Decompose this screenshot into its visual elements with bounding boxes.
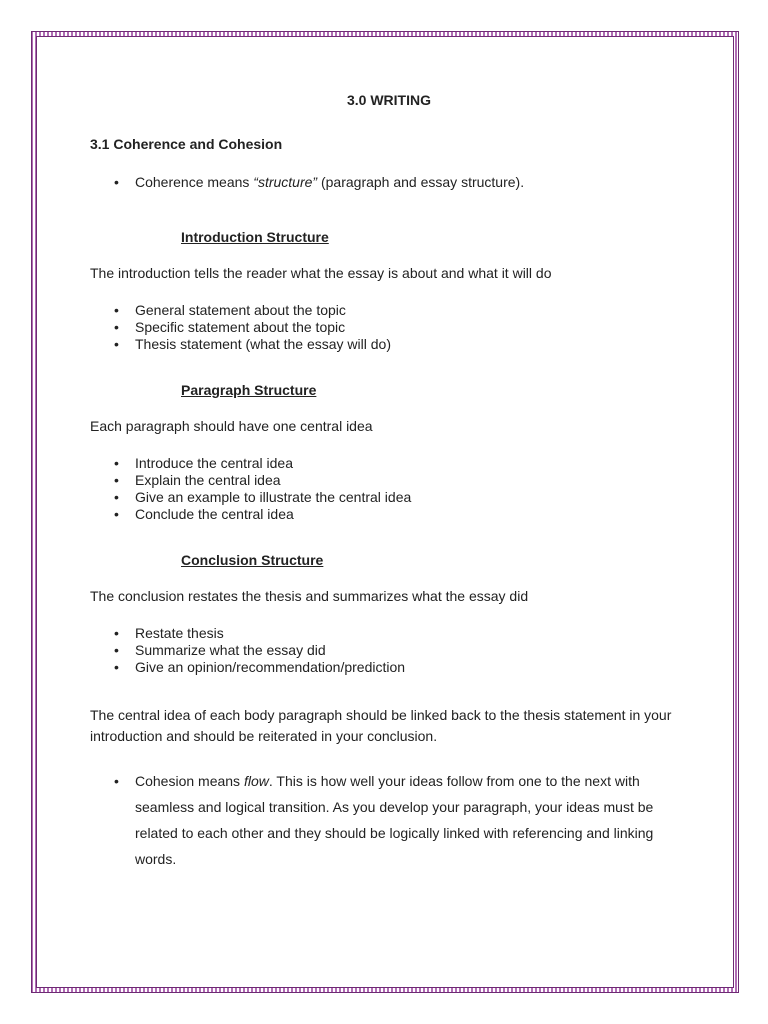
- coherence-emphasis: “structure”: [253, 174, 318, 190]
- coherence-item: [90, 174, 680, 191]
- cohesion-suffix: . This is how well your ideas follow from one to the next with seamless and logical transition. As you develop your paragraph, your ideas must be related to each other and they should be logically linked with referencing and linking words.: [135, 773, 654, 867]
- list-item: • Give an example to illustrate the central idea: [90, 489, 680, 506]
- conclusion-text: The conclusion restates the thesis and summarizes what the essay did: [90, 588, 529, 604]
- list-item: • Conclude the central idea: [90, 506, 680, 523]
- list-item: • Specific statement about the topic: [90, 319, 680, 336]
- paragraph-text: Each paragraph should have one central idea: [90, 418, 373, 434]
- list-item: • Introduce the central idea: [90, 455, 680, 472]
- list-item: • Restate thesis: [90, 625, 680, 642]
- introduction-bullets: [90, 302, 680, 353]
- cohesion-item: [90, 768, 680, 872]
- coherence-suffix: (paragraph and essay structure).: [317, 174, 525, 190]
- paragraph-bullets: [90, 455, 680, 523]
- conclusion-heading: Conclusion Structure: [181, 552, 324, 568]
- coherence-list: [90, 174, 680, 191]
- paragraph-heading: Paragraph Structure: [181, 382, 317, 398]
- cohesion-list: [90, 768, 680, 872]
- list-item: • Thesis statement (what the essay will do): [90, 336, 680, 353]
- section-title: 3.1 Coherence and Cohesion: [90, 136, 283, 152]
- list-item: • Give an opinion/recommendation/prediction: [90, 659, 680, 676]
- conclusion-bullets: [90, 625, 680, 676]
- cohesion-prefix: Cohesion means: [135, 773, 244, 789]
- coherence-prefix: Coherence means: [135, 174, 254, 190]
- document-title: 3.0 WRITING: [346, 92, 431, 108]
- introduction-heading: Introduction Structure: [181, 229, 329, 245]
- document-body: [90, 92, 680, 872]
- cohesion-emphasis: flow: [243, 773, 269, 789]
- linking-paragraph: The central idea of each body paragraph should be linked back to the thesis statement in your introduction and should be reiterated in your conclusion.: [90, 707, 672, 744]
- list-item: • Explain the central idea: [90, 472, 680, 489]
- list-item: • General statement about the topic: [90, 302, 680, 319]
- list-item: • Summarize what the essay did: [90, 642, 680, 659]
- introduction-text: The introduction tells the reader what the essay is about and what it will do: [90, 265, 552, 281]
